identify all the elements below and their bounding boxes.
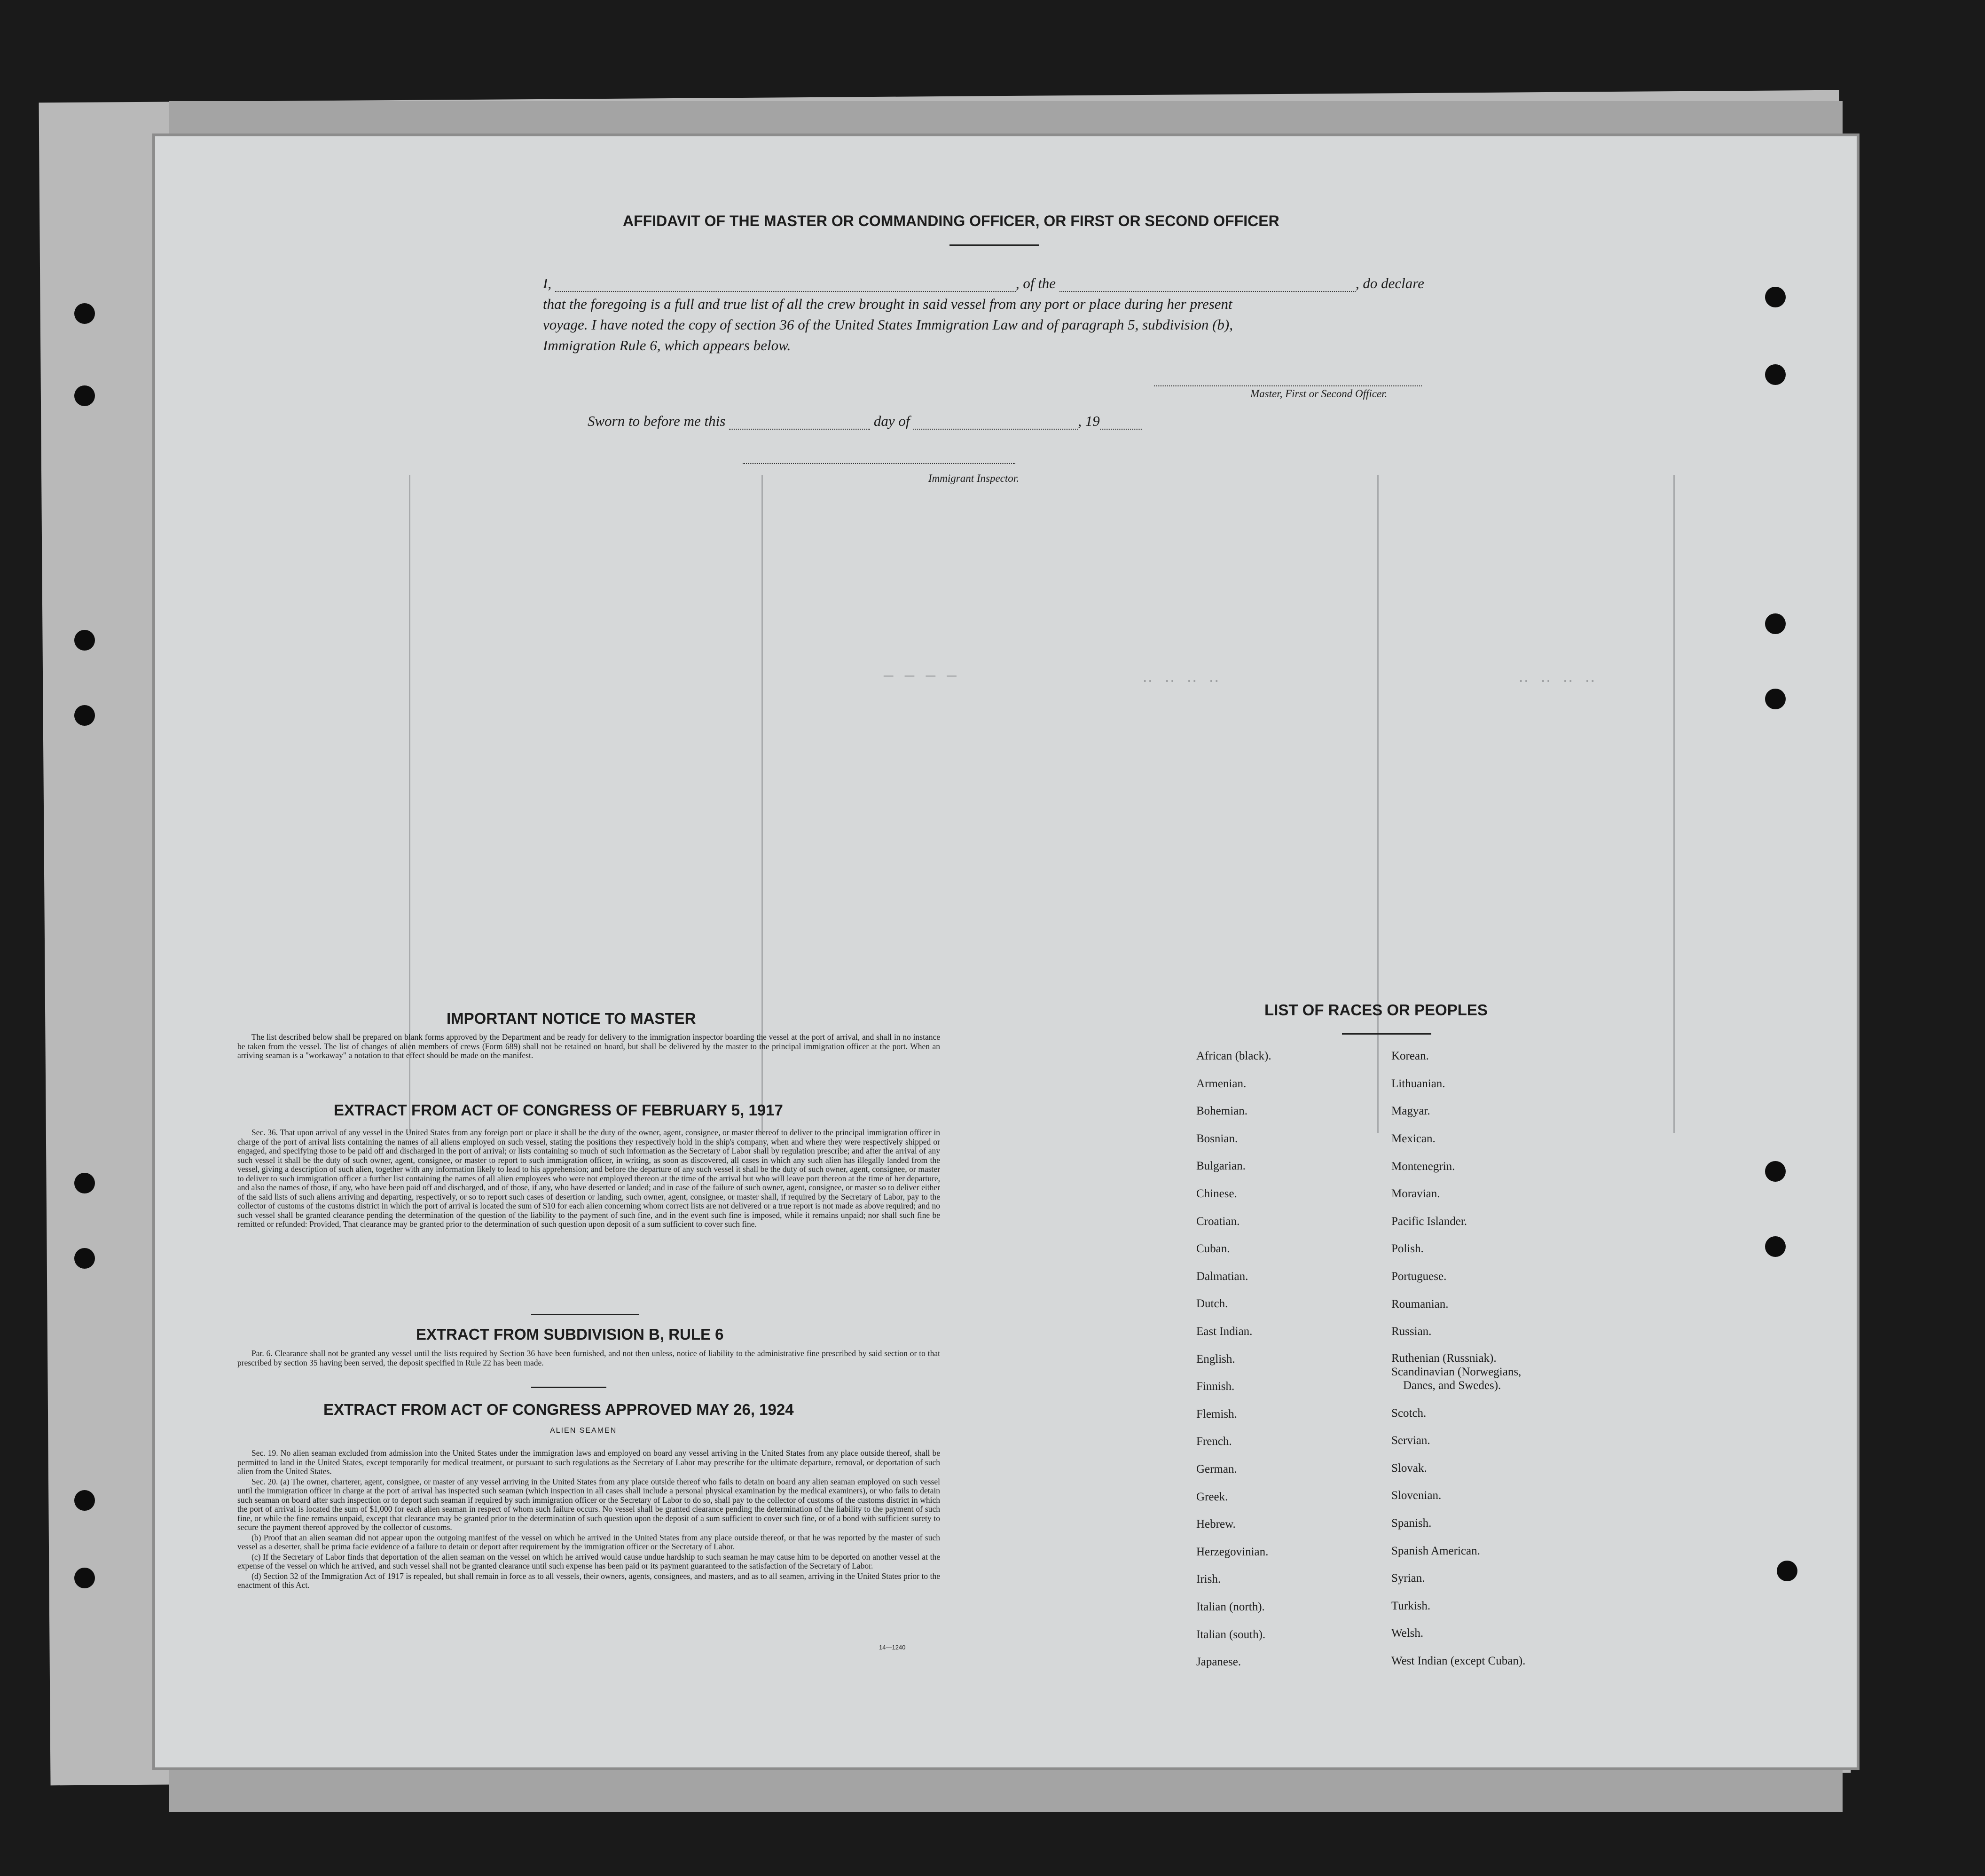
affidavit-i: I, xyxy=(543,275,552,291)
punch-hole xyxy=(74,1173,95,1193)
punch-hole xyxy=(74,1490,95,1511)
master-name-blank[interactable] xyxy=(555,277,1016,292)
affidavit-line-3: voyage. I have noted the copy of section 36 of the United States Immigration Law and of paragraph 5, subdivision (b), xyxy=(543,316,1233,333)
notice-paragraph: The list described below shall be prepared on blank forms approved by the Department and be ready for delivery to the immigration inspector boarding the vessel at the port of arrival, and shall in no instance be taken from the vessel. The list of changes of alien members of crews (Form 689) shall not be retained on board, but shall be delivered by the master to the principal immigration officer at the port. When an arriving seaman is a "workaway" a notation to that effect should be made on the manifest. xyxy=(237,1032,940,1060)
sworn-label: Sworn to before me this xyxy=(588,413,726,429)
inspector-signature-blank[interactable] xyxy=(743,449,1015,464)
race-item-left: Bohemian. xyxy=(1196,1105,1248,1118)
punch-hole xyxy=(1765,1236,1786,1257)
sworn-day-blank[interactable] xyxy=(729,415,870,430)
form-number: 14—1240 xyxy=(879,1644,906,1651)
vessel-name-blank[interactable] xyxy=(1059,277,1356,292)
race-item-left: Irish. xyxy=(1196,1573,1221,1586)
race-item-left: Chinese. xyxy=(1196,1187,1237,1200)
race-item-right: Mexican. xyxy=(1391,1132,1436,1145)
title-underline xyxy=(949,244,1039,246)
race-item-right: Syrian. xyxy=(1391,1572,1425,1585)
race-item-right: Russian. xyxy=(1391,1325,1432,1338)
bleed-rule xyxy=(1673,475,1675,1133)
race-item-left: East Indian. xyxy=(1196,1325,1253,1338)
rule-6-text xyxy=(237,1349,940,1368)
race-item-left: Italian (south). xyxy=(1196,1628,1266,1641)
sec-20d-paragraph: (d) Section 32 of the Immigration Act of 1917 is repealed, but shall remain in force as to all vessels, their owners, agents, consignees, and masters, and as to all seamen, arriving in the United States prior to the enactment of this Act. xyxy=(237,1571,940,1590)
master-signature-blank[interactable] xyxy=(1154,371,1422,386)
sworn-year-blank[interactable] xyxy=(1100,415,1142,430)
punch-hole xyxy=(1777,1561,1797,1581)
race-item-left: Flemish. xyxy=(1196,1407,1237,1421)
race-item-left: French. xyxy=(1196,1435,1232,1448)
race-item-right: Spanish. xyxy=(1391,1517,1432,1530)
punch-hole xyxy=(1765,364,1786,385)
punch-hole xyxy=(1765,613,1786,634)
bleed-text: ― ― ― ― xyxy=(884,667,957,685)
inspector-label: Immigrant Inspector. xyxy=(928,472,1019,484)
rule-6-paragraph: Par. 6. Clearance shall not be granted any vessel until the lists required by Section 36 have been furnished, and not then unless, notice of liability to the administrative fine prescribed by said section or to that prescribed by section 35 having been served, the deposit specified in Rule 22 has been made. xyxy=(237,1349,940,1367)
section-divider xyxy=(531,1314,639,1315)
race-item-left: Finnish. xyxy=(1196,1380,1235,1393)
extract-1924-text xyxy=(237,1449,940,1591)
punch-hole xyxy=(74,630,95,651)
race-item-right: Slovenian. xyxy=(1391,1489,1442,1502)
sworn-month-blank[interactable] xyxy=(913,415,1078,430)
race-item-right: Danes, and Swedes). xyxy=(1403,1379,1501,1392)
race-item-right: Polish. xyxy=(1391,1242,1424,1255)
race-item-right: Ruthenian (Russniak). xyxy=(1391,1352,1497,1365)
race-item-right: Lithuanian. xyxy=(1391,1077,1445,1090)
punch-hole xyxy=(74,303,95,324)
affidavit-of-the: , of the xyxy=(1015,275,1056,291)
punch-hole xyxy=(74,385,95,406)
sworn-line xyxy=(588,413,1142,430)
race-item-right: Portuguese. xyxy=(1391,1270,1447,1283)
race-item-right: West Indian (except Cuban). xyxy=(1391,1655,1526,1667)
race-item-right: Turkish. xyxy=(1391,1600,1431,1612)
affidavit-line-4: Immigration Rule 6, which appears below. xyxy=(543,337,791,353)
punch-hole xyxy=(1765,689,1786,709)
race-item-left: Cuban. xyxy=(1196,1242,1230,1256)
race-item-right: Scandinavian (Norwegians, xyxy=(1391,1366,1522,1378)
bleed-text: ‥ ‥ ‥ ‥ xyxy=(1142,669,1220,687)
punch-hole xyxy=(74,1248,95,1269)
race-item-right: Moravian. xyxy=(1391,1187,1440,1200)
extract-1924-title: EXTRACT FROM ACT OF CONGRESS APPROVED MAY 26, 1924 xyxy=(323,1401,794,1418)
punch-hole xyxy=(74,1568,95,1588)
rule-6-title: EXTRACT FROM SUBDIVISION B, RULE 6 xyxy=(416,1326,724,1343)
extract-1917-text xyxy=(237,1128,940,1230)
bleed-text: ‥ ‥ ‥ ‥ xyxy=(1518,669,1596,687)
affidavit-line-1 xyxy=(543,275,1424,292)
sec-20a-paragraph: Sec. 20. (a) The owner, charterer, agent, consignee, or master of any vessel arriving in the United States from any place outside thereof who fails to detain on board any alien seaman employed on such vessel until the immigration officer in charge at the port of arrival has inspected such seaman (which inspection in all cases shall include a personal physical examination by the medical examiners), or who fails to detain such seaman on board after such inspection or to deport such seaman if required by such immigration officer or the Secretary of Labor to do so, shall pay to the collector of customs of the customs district in which the port of arrival is located the sum of $1,000 for each alien seaman in respect of whom such failure occurs. No vessel shall be granted clearance pending the determination of the liability to the payment of such fine, or while the fine remains unpaid, except that clearance may be granted prior to the determination of such question upon the deposit of a sum sufficient to cover such fine, or of a bond with sufficient surety to secure the payment thereof approved by the collector of customs. xyxy=(237,1476,940,1532)
race-item-right: Spanish American. xyxy=(1391,1545,1480,1557)
notice-title: IMPORTANT NOTICE TO MASTER xyxy=(447,1010,696,1027)
affidavit-line-2: that the foregoing is a full and true list of all the crew brought in said vessel from any port or place during her present xyxy=(543,296,1232,312)
race-item-left: Dalmatian. xyxy=(1196,1270,1248,1283)
race-item-right: Pacific Islander. xyxy=(1391,1215,1467,1228)
race-item-right: Korean. xyxy=(1391,1050,1429,1062)
race-item-right: Servian. xyxy=(1391,1434,1430,1447)
race-item-left: Japanese. xyxy=(1196,1656,1241,1669)
race-item-left: Armenian. xyxy=(1196,1077,1247,1090)
race-item-right: Slovak. xyxy=(1391,1462,1427,1475)
race-item-right: Scotch. xyxy=(1391,1407,1427,1420)
punch-hole xyxy=(1765,1161,1786,1182)
race-item-left: Hebrew. xyxy=(1196,1518,1236,1531)
race-item-left: Greek. xyxy=(1196,1490,1228,1503)
year-label: , 19 xyxy=(1078,413,1100,429)
sec-19-paragraph: Sec. 19. No alien seaman excluded from admission into the United States under the immigration laws and employed on board any vessel arriving in the United States from any place outside thereof, shall be permitted to land in the United States, except temporarily for medical treatment, or pursuant to such regulations as the Secretary of Labor may prescribe for the ultimate departure, removal, or deportation of such alien from the United States. xyxy=(237,1448,940,1476)
master-signature-label: Master, First or Second Officer. xyxy=(1250,388,1388,400)
race-item-right: Welsh. xyxy=(1391,1627,1424,1640)
race-item-left: Herzegovinian. xyxy=(1196,1545,1269,1558)
punch-hole xyxy=(74,705,95,726)
sec-20c-paragraph: (c) If the Secretary of Labor finds that deportation of the alien seaman on the vessel on which he arrived would cause undue hardship to such seaman he may cause him to be deported on another vessel at the expense of the vessel on which he arrived, and such vessel shall not be granted clearance until such expense has been paid or its payment guaranteed to the satisfaction of the Secretary of Labor. xyxy=(237,1552,940,1570)
alien-seamen-subtitle: ALIEN SEAMEN xyxy=(550,1427,617,1435)
race-item-left: African (black). xyxy=(1196,1050,1271,1062)
race-item-left: Italian (north). xyxy=(1196,1601,1265,1613)
race-item-left: English. xyxy=(1196,1352,1235,1366)
extract-1917-paragraph: Sec. 36. That upon arrival of any vessel in the United States from any foreign port or place it shall be the duty of the owner, agent, consignee, or master thereof to deliver to the principal immigration officer in charge of the port of arrival lists containing the names of all aliens employed on such vessel, stating the positions they respectively hold in the ship's company, when and where they were respectively shipped or engaged, and specifying those to be paid off and discharged in the port of arrival; or lists containing so much of such information as the Secretary of Labor shall by regulation prescribe; and after the arrival of any such vessel it shall be the duty of such owner, agent, consignee, or master to report to such immigration officer, in writing, as soon as discovered, all cases in which any such alien has illegally landed from the vessel, giving a description of such alien, together with any information likely to lead to his apprehension; and before the departure of any such vessel it shall be the duty of such owner, agent, consignee, or master to deliver to such immigration officer a further list containing the names of all alien employees who were not employed thereon at the time of the arrival but who will leave port thereon at the time of her departure, and also the names of those, if any, who have been paid off and discharged, and of those, if any, who have deserted or landed; and in case of the failure of such owner, agent, consignee, or master so to deliver either of the said lists of such aliens arriving and departing, respectively, or so to report such cases of desertion or landing, such owner, agent, consignee, or master shall, if required by the Secretary of Labor, pay to the collector of customs of the customs district in which the port of arrival is located the sum of $10 for each alien concerning whom correct lists are not delivered or a true report is not made as above required; and no such vessel shall be granted clearance pending the determination of the question of the liability to the payment of such fine, and in the event such fine is imposed, while it remains unpaid; nor shall such fine be remitted or refunded: Provided, That clearance may be granted prior to the determination of such question upon deposit of a sum sufficient to cover such fine. xyxy=(237,1128,940,1229)
race-item-right: Magyar. xyxy=(1391,1105,1430,1117)
race-item-right: Montenegrin. xyxy=(1391,1160,1455,1173)
punch-hole xyxy=(1765,287,1786,307)
race-item-left: Bosnian. xyxy=(1196,1132,1238,1145)
day-of-label: day of xyxy=(873,413,910,429)
race-item-right: Roumanian. xyxy=(1391,1298,1449,1311)
notice-text xyxy=(237,1033,940,1061)
affidavit-declare: , do declare xyxy=(1355,275,1424,291)
races-title-underline xyxy=(1342,1033,1431,1035)
race-item-left: Bulgarian. xyxy=(1196,1160,1246,1173)
race-item-left: Croatian. xyxy=(1196,1215,1240,1228)
section-divider xyxy=(531,1387,606,1388)
race-item-left: German. xyxy=(1196,1463,1237,1476)
extract-1917-title: EXTRACT FROM ACT OF CONGRESS OF FEBRUARY 5, 1917 xyxy=(334,1101,783,1119)
affidavit-title: AFFIDAVIT OF THE MASTER OR COMMANDING OFFICER, OR FIRST OR SECOND OFFICER xyxy=(623,212,1279,229)
race-item-left: Dutch. xyxy=(1196,1297,1228,1311)
sec-20b-paragraph: (b) Proof that an alien seaman did not appear upon the outgoing manifest of the vessel on which he arrived in the United States from any place outside thereof, or that he was reported by the master of such vessel as a deserter, shall be prima facie evidence of a failure to detain or deport after requirement by the immigration officer or the Secretary of Labor. xyxy=(237,1532,940,1551)
races-title: LIST OF RACES OR PEOPLES xyxy=(1264,1001,1488,1019)
